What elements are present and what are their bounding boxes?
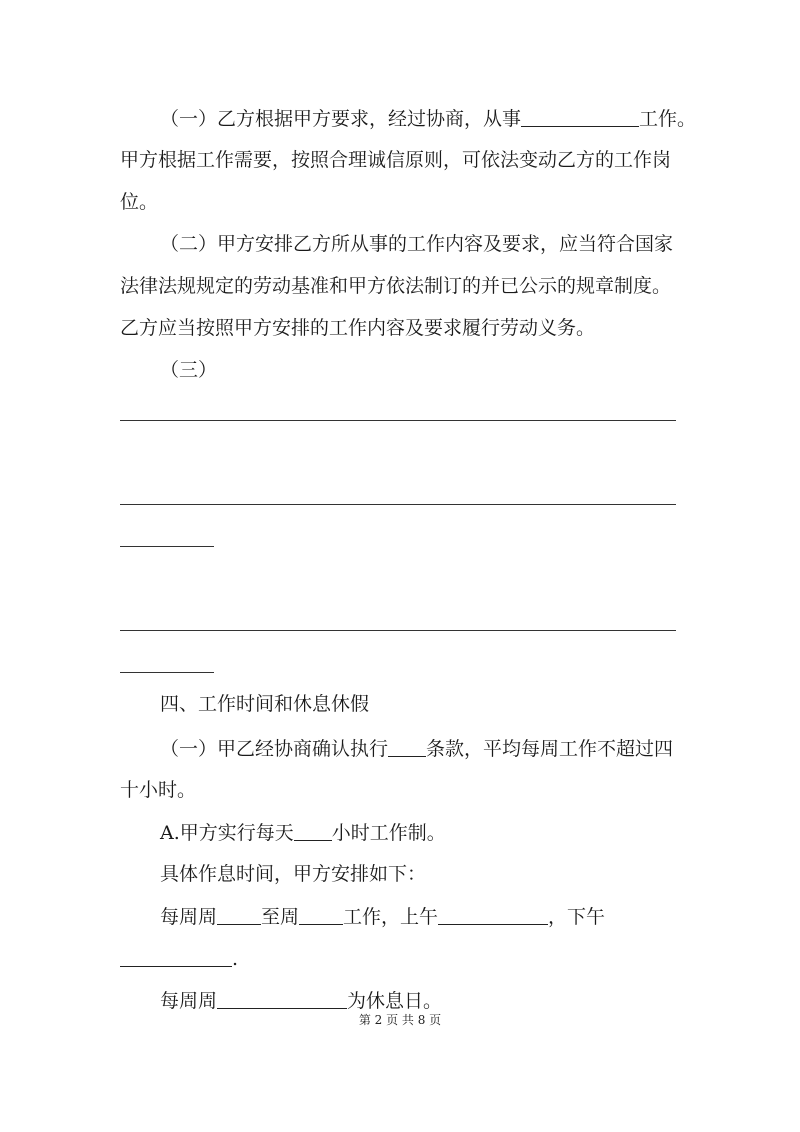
- text: 小时工作制。: [331, 822, 446, 844]
- paragraph-3-label: （三）: [160, 359, 218, 381]
- section-4-option-a: [160, 820, 446, 845]
- paragraph-1-line-1: [160, 106, 696, 131]
- text: 工作，上午: [343, 906, 439, 928]
- blank-clause-field[interactable]: [388, 738, 426, 757]
- blank-afternoon-hours-field[interactable]: [120, 948, 232, 967]
- paragraph-1-line-2: 甲方根据工作需要，按照合理诚信原则，可依法变动乙方的工作岗: [120, 149, 672, 171]
- text: .: [232, 948, 239, 970]
- text: （一）乙方根据甲方要求，经过协商，从事: [160, 108, 522, 130]
- blank-rest-day-field[interactable]: [217, 990, 347, 1009]
- text: 为休息日。: [347, 990, 443, 1012]
- paragraph-1-line-3: 位。: [120, 191, 159, 213]
- fill-in-line-3-continuation[interactable]: [120, 672, 214, 673]
- text: 条款，平均每周工作不超过四: [426, 738, 674, 760]
- blank-morning-hours-field[interactable]: [438, 906, 548, 925]
- section-4-paragraph-1-line-1: [160, 736, 673, 761]
- text: 至周: [261, 906, 300, 928]
- text: ，下午: [548, 906, 606, 928]
- section-4-title: 四、工作时间和休息休假: [160, 693, 370, 715]
- text: 工作。: [639, 108, 697, 130]
- weekly-schedule-continuation: [120, 946, 238, 971]
- blank-end-day-field[interactable]: [299, 906, 343, 925]
- fill-in-line-3[interactable]: [120, 630, 676, 631]
- weekly-schedule-line: [160, 904, 605, 929]
- page-number-footer: 第 2 页 共 8 页: [358, 1013, 442, 1027]
- text: 每周周: [160, 990, 218, 1012]
- text: 每周周: [160, 906, 218, 928]
- paragraph-2-line-2: 法律法规规定的劳动基准和甲方依法制订的并已公示的规章制度。: [120, 275, 672, 297]
- fill-in-line-2[interactable]: [120, 504, 676, 505]
- schedule-intro: 具体作息时间，甲方安排如下：: [160, 863, 427, 885]
- text: （一）甲乙经协商确认执行: [160, 738, 389, 760]
- blank-job-field[interactable]: [521, 108, 639, 127]
- blank-start-day-field[interactable]: [217, 906, 261, 925]
- blank-hours-field[interactable]: [294, 822, 332, 841]
- text: A.甲方实行每天: [160, 822, 294, 844]
- section-4-paragraph-1-line-2: 十小时。: [120, 779, 197, 801]
- fill-in-line-2-continuation[interactable]: [120, 546, 214, 547]
- paragraph-2-line-3: 乙方应当按照甲方安排的工作内容及要求履行劳动义务。: [120, 317, 596, 339]
- fill-in-line-1[interactable]: [120, 420, 676, 421]
- paragraph-2-line-1: （二）甲方安排乙方所从事的工作内容及要求，应当符合国家: [160, 233, 674, 255]
- rest-day-line: [160, 988, 442, 1013]
